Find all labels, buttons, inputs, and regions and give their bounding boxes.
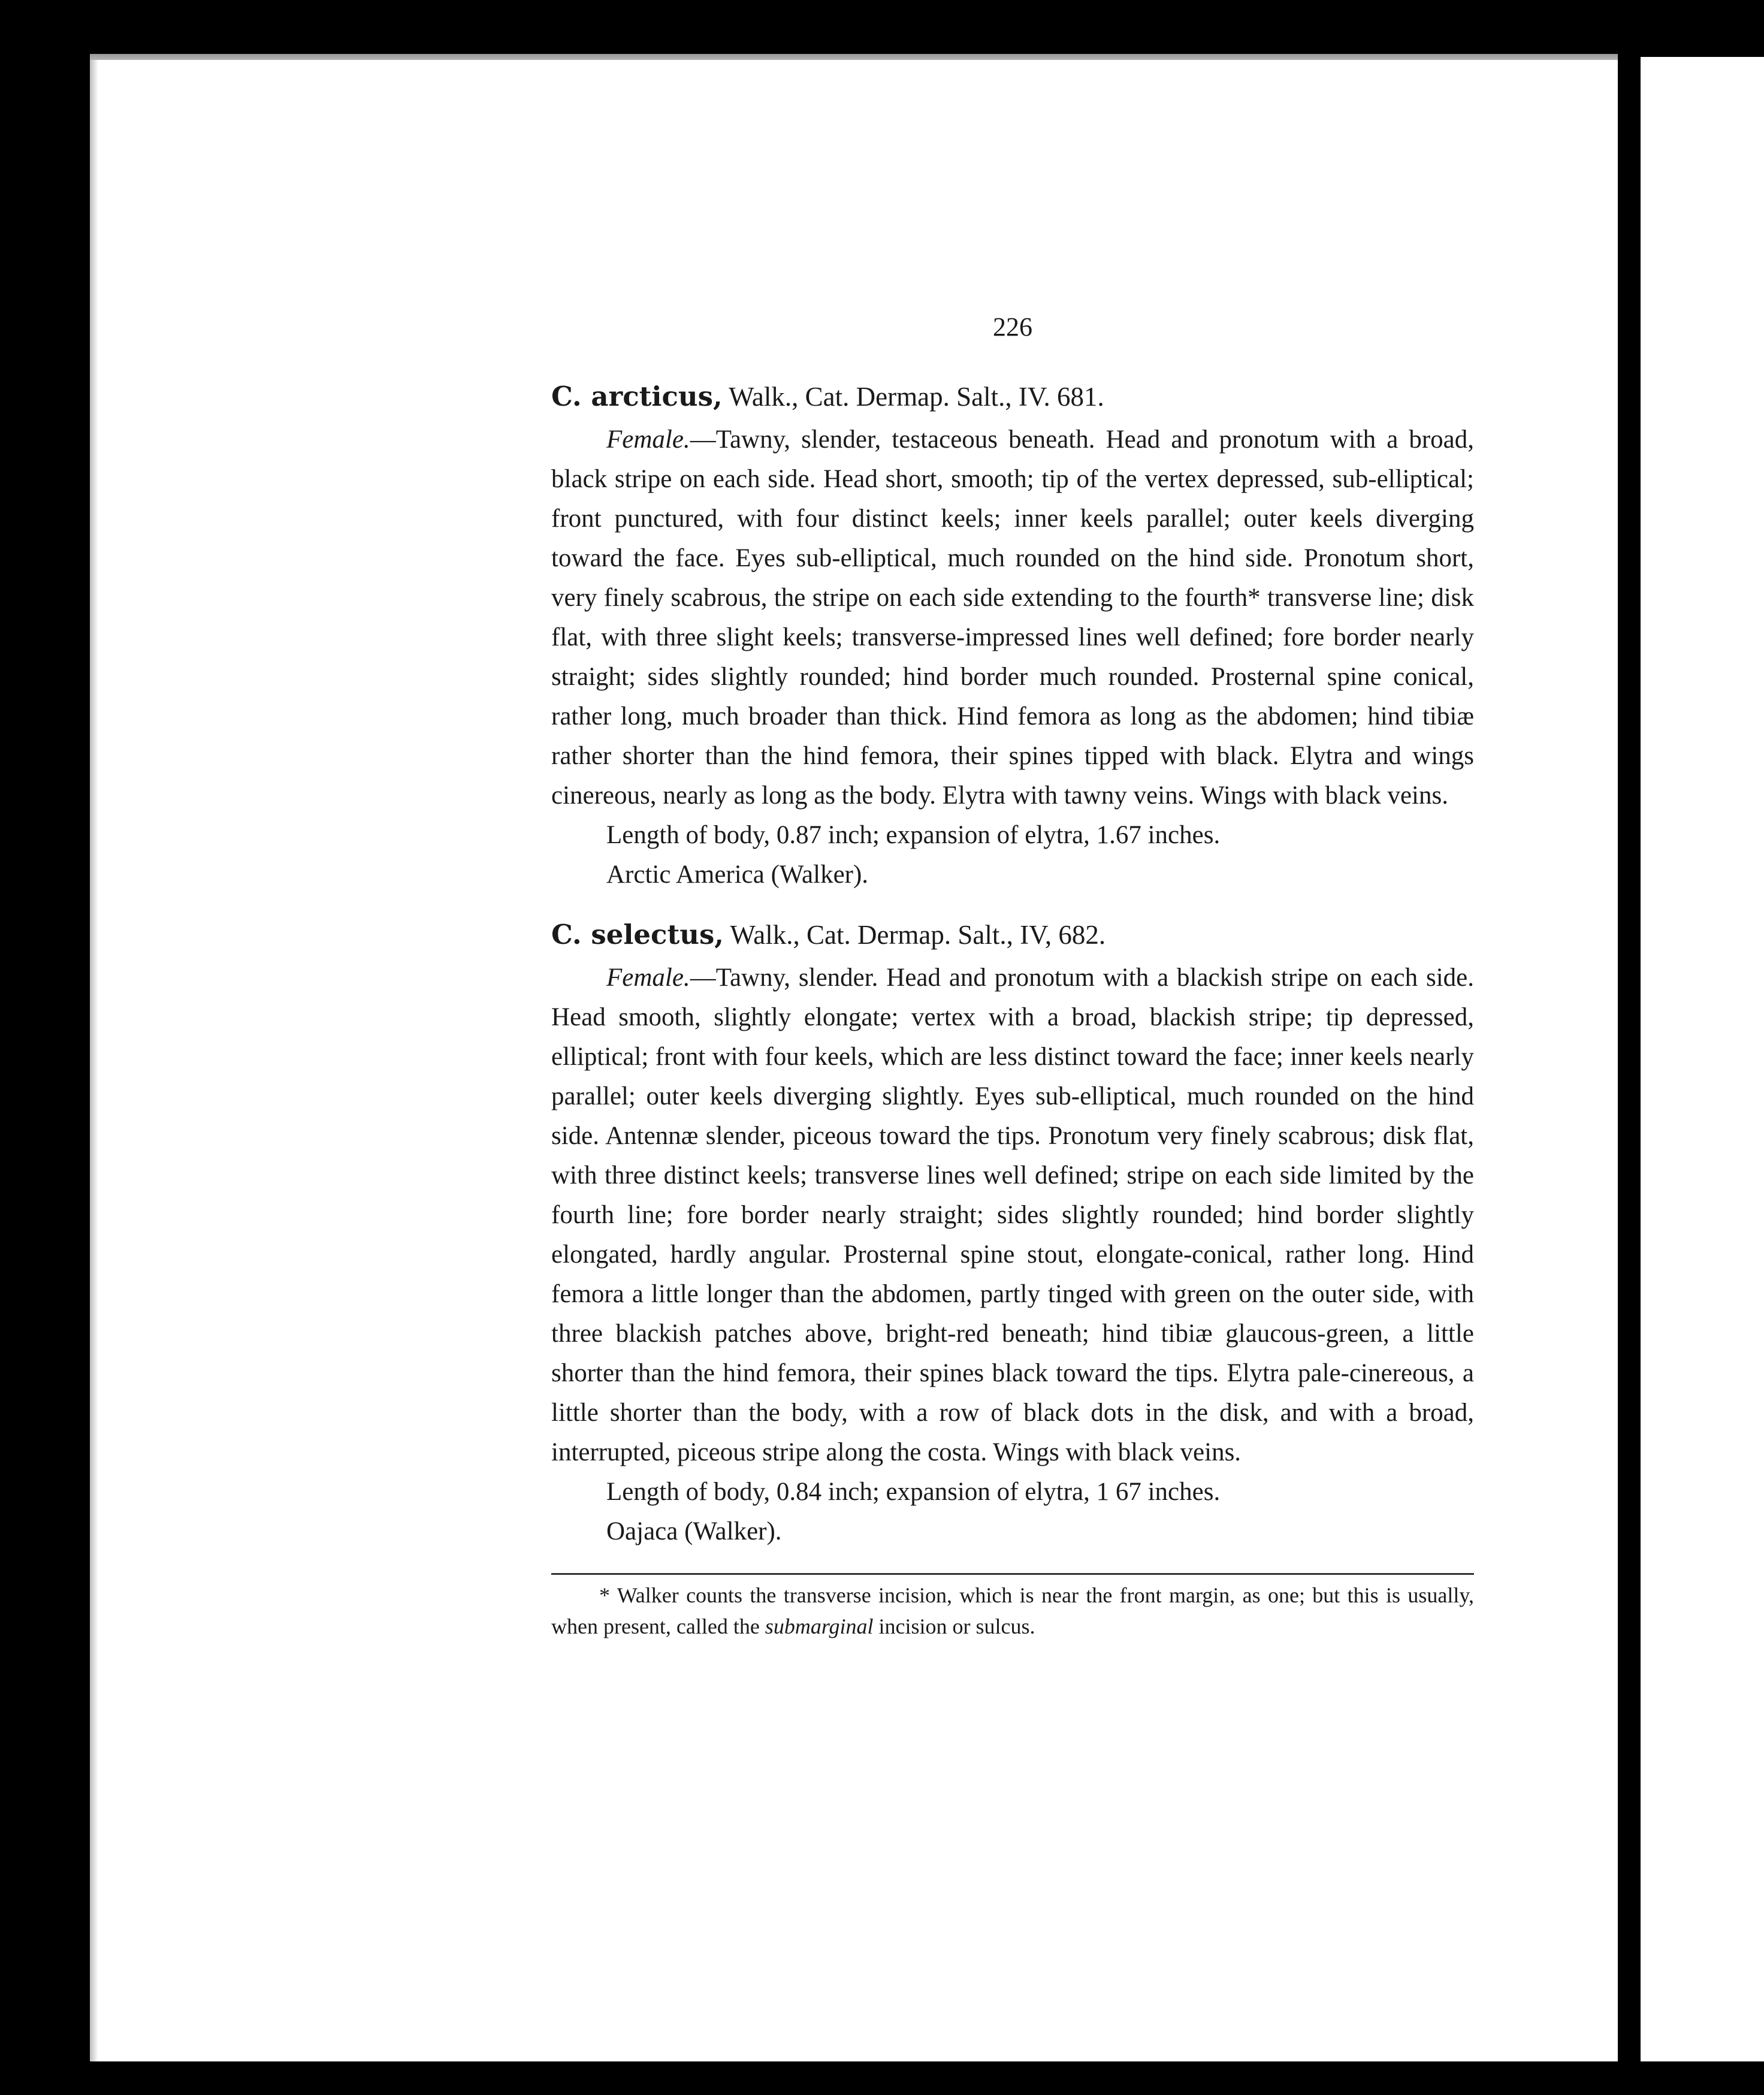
description-text: —Tawny, slender, testaceous beneath. Head and pronotum with a broad, black stripe on each side. Head short, smooth; tip of the vertex depressed, sub-elliptical; front punctured, with four distinct keels; inner keels parallel; outer keels diverging toward the face. Eyes sub-elliptical, much rounded on the hind side. Pronotum short, very finely scabrous, the stripe on each side extending to the fourth* transverse line; disk flat, with three slight keels; transverse-impressed lines well defined; fore border nearly straight; sides slightly rounded; hind border much rounded. Prosternal spine conical, rather long, much broader than thick. Hind femora as long as the abdomen; hind tibiæ rather shorter than the hind femora, their spines tipped with black. Elytra and wings cinereous, nearly as long as the body. Elytra with tawny veins. Wings with black veins.	[551, 425, 1474, 810]
page-left-edge	[90, 60, 98, 2061]
sex-label: Female.	[606, 964, 690, 992]
adjacent-page-edge	[1641, 57, 1764, 2061]
page-number: 226	[993, 312, 1032, 342]
species-description	[551, 958, 1474, 1472]
species-locality: Oajaca (Walker).	[606, 1517, 782, 1545]
species-citation: Walk., Cat. Dermap. Salt., IV. 681.	[729, 382, 1104, 412]
description-text: —Tawny, slender. Head and pronotum with a blackish stripe on each side. Head smooth, slightly elongate; vertex with a broad, blackish stripe; tip depressed, elliptical; front with four keels, which are less distinct toward the face; inner keels nearly parallel; outer keels diverging slightly. Eyes sub-elliptical, much rounded on the hind side. Antennæ slender, piceous toward the tips. Pronotum very finely scabrous; disk flat, with three distinct keels; transverse lines well defined; stripe on each side limited by the fourth line; fore border nearly straight; sides slightly rounded; hind border slightly elongated, hardly angular. Prosternal spine stout, elongate-conical, rather long. Hind femora a little longer than the abdomen, partly tinged with green on the outer side, with three blackish patches above, bright-red beneath; hind tibiæ glaucous-green, a little shorter than the hind femora, their spines black toward the tips. Elytra pale-cinereous, a little shorter than the body, with a row of black dots in the disk, and with a broad, interrupted, piceous stripe along the costa. Wings with black veins.	[551, 964, 1474, 1466]
species-heading	[551, 378, 1474, 415]
species-heading	[551, 916, 1474, 953]
footnote-text: * Walker counts the transverse incision, which is near the front margin, as one; but this is usually, when present, called the	[551, 1583, 1474, 1638]
species-locality: Arctic America (Walker).	[606, 861, 869, 889]
footnote-italic-term: submarginal	[765, 1614, 874, 1638]
species-measurements: Length of body, 0.87 inch; expansion of elytra, 1.67 inches.	[606, 821, 1221, 849]
footnote-rule	[551, 1573, 1474, 1575]
species-name: C. arcticus,	[551, 381, 723, 412]
species-measurements: Length of body, 0.84 inch; expansion of elytra, 1 67 inches.	[606, 1478, 1221, 1506]
species-entry-arcticus	[551, 378, 1474, 895]
species-name: C. selectus,	[551, 919, 724, 950]
sex-label: Female.	[606, 425, 690, 454]
footnote	[551, 1580, 1474, 1642]
species-citation: Walk., Cat. Dermap. Salt., IV, 682.	[730, 920, 1106, 950]
footnote-text-end: incision or sulcus.	[878, 1614, 1035, 1638]
species-entry-selectus	[551, 916, 1474, 1551]
species-description	[551, 420, 1474, 816]
page-content	[551, 312, 1474, 1642]
